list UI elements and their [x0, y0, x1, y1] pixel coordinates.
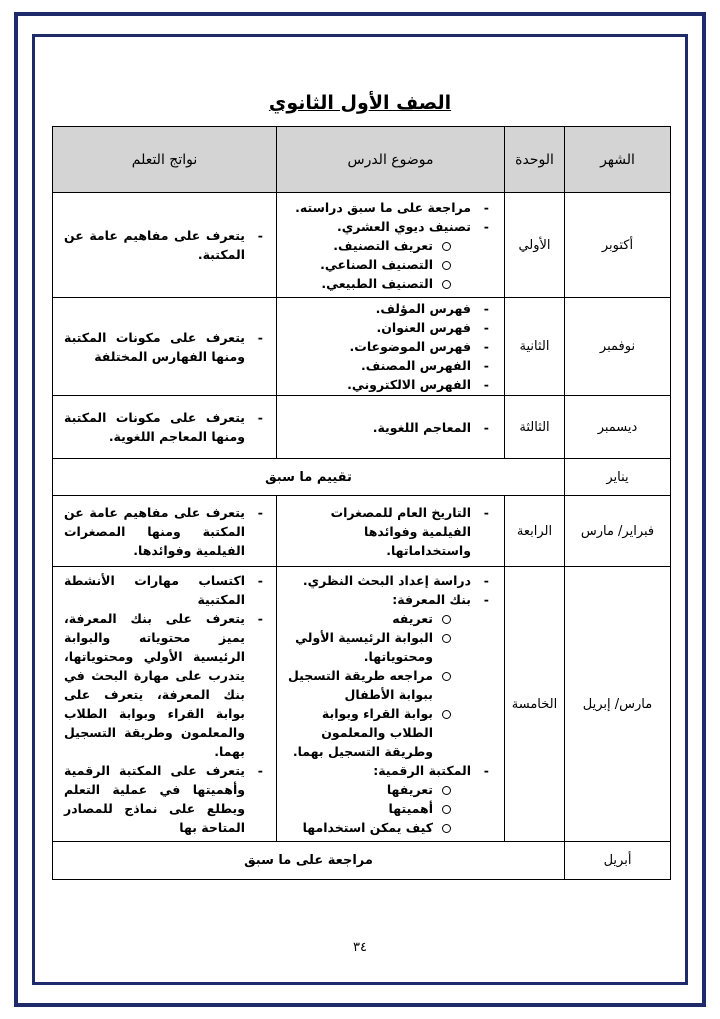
list-item: - فهرس الموضوعات.: [284, 337, 489, 356]
header-topic: موضوع الدرس: [277, 127, 505, 193]
table-row: [53, 396, 671, 459]
table-row: [53, 298, 671, 396]
outcomes-cell: [53, 396, 277, 459]
merged-cell: مراجعة على ما سبق: [53, 842, 565, 880]
list-item: - يتعرف على بنك المعرفة، يميز محتوياته والبوابة الرئيسية الأولي ومحتوياتها، يتدرب على مهارة البحث في بنك المعرفة، يتعرف على بوابة القراء وبوابة الطلاب والمعلمون وطريقة التسجيل بهما.: [64, 609, 263, 761]
sub-list-item: تعريفها: [284, 780, 453, 799]
month-cell: يناير: [565, 459, 671, 496]
sub-list-item: كيف يمكن استخدامها: [284, 818, 453, 837]
list-item: - التاريخ العام للمصغرات الفيلمية وفوائدها واستخداماتها.: [284, 503, 489, 560]
sub-list-item: التصنيف الطبيعي.: [284, 274, 453, 293]
sub-list-item: التصنيف الصناعي.: [284, 255, 453, 274]
list-item: - يتعرف على مكونات المكتبة ومنها الفهارس المختلفة: [64, 328, 263, 366]
outcomes-cell: [53, 567, 277, 842]
outcomes-cell: [53, 193, 277, 298]
list-item: - دراسة إعداد البحث النظري.: [284, 571, 489, 590]
header-outcomes: نواتج التعلم: [53, 127, 277, 193]
page-number: ٣٤: [353, 940, 367, 955]
month-cell: فبراير/ مارس: [565, 496, 671, 567]
unit-cell: الثانية: [505, 298, 565, 396]
table-row: [53, 193, 671, 298]
table-row: [53, 459, 671, 496]
topic-cell: [277, 567, 505, 842]
month-cell: أبريل: [565, 842, 671, 880]
sub-list-item: مراجعه طريقة التسجيل ببوابة الأطفال: [284, 666, 453, 704]
list-item-label: بنك المعرفة:: [392, 592, 471, 607]
topic-cell: [277, 193, 505, 298]
list-item-label: تصنيف ديوي العشري.: [337, 218, 471, 234]
unit-cell: الثالثة: [505, 396, 565, 459]
list-item: - فهرس العنوان.: [284, 318, 489, 337]
table-header-row: [53, 127, 671, 193]
unit-cell: الأولي: [505, 193, 565, 298]
list-item: - الفهرس المصنف.: [284, 356, 489, 375]
list-item: - يتعرف على مكونات المكتبة ومنها المعاجم اللغوية.: [64, 408, 263, 446]
unit-cell: الخامسة: [505, 567, 565, 842]
sub-list-item: البوابة الرئيسية الأولي ومحتوياتها.: [284, 628, 453, 666]
list-item: [284, 590, 489, 761]
outcomes-cell: [53, 496, 277, 567]
list-item: [284, 761, 489, 837]
month-cell: مارس/ إبريل: [565, 567, 671, 842]
month-cell: أكتوبر: [565, 193, 671, 298]
month-cell: ديسمبر: [565, 396, 671, 459]
list-item: - الفهرس الالكتروني.: [284, 375, 489, 394]
topic-cell: [277, 298, 505, 396]
page-title: الصف الأول الثانوي: [268, 92, 452, 114]
merged-cell: تقييم ما سبق: [53, 459, 565, 496]
sub-list-item: بوابة القراء وبوابة الطلاب والمعلمون وطريقة التسجيل بهما.: [284, 704, 453, 761]
header-month: الشهر: [565, 127, 671, 193]
outcomes-cell: [53, 298, 277, 396]
list-item: - يتعرف على مفاهيم عامة عن المكتبة ومنها المصغرات الفيلمية وفوائدها.: [64, 503, 263, 560]
list-item-label: المكتبة الرقمية:: [373, 763, 471, 778]
list-item: - المعاجم اللغوية.: [284, 418, 489, 437]
sub-list-item: تعريفه: [284, 609, 453, 628]
topic-cell: [277, 496, 505, 567]
list-item: - مراجعة على ما سبق دراسته.: [284, 198, 489, 217]
table-row: [53, 842, 671, 880]
table-row: [53, 496, 671, 567]
list-item: - اكتساب مهارات الأنشطة المكتبية: [64, 571, 263, 609]
list-item: - فهرس المؤلف.: [284, 299, 489, 318]
sub-list-item: تعريف التصنيف.: [284, 236, 453, 255]
table-row: [53, 567, 671, 842]
list-item: - يتعرف على مفاهيم عامة عن المكتبة.: [64, 226, 263, 264]
sub-list-item: أهميتها: [284, 799, 453, 818]
curriculum-table: [52, 126, 671, 880]
unit-cell: الرابعة: [505, 496, 565, 567]
month-cell: نوفمبر: [565, 298, 671, 396]
list-item: - يتعرف على المكتبة الرقمية وأهميتها في عملية التعلم ويطلع على نماذج للمصادر المتاحة بها: [64, 761, 263, 837]
topic-cell: [277, 396, 505, 459]
header-unit: الوحدة: [505, 127, 565, 193]
list-item: [284, 217, 489, 293]
